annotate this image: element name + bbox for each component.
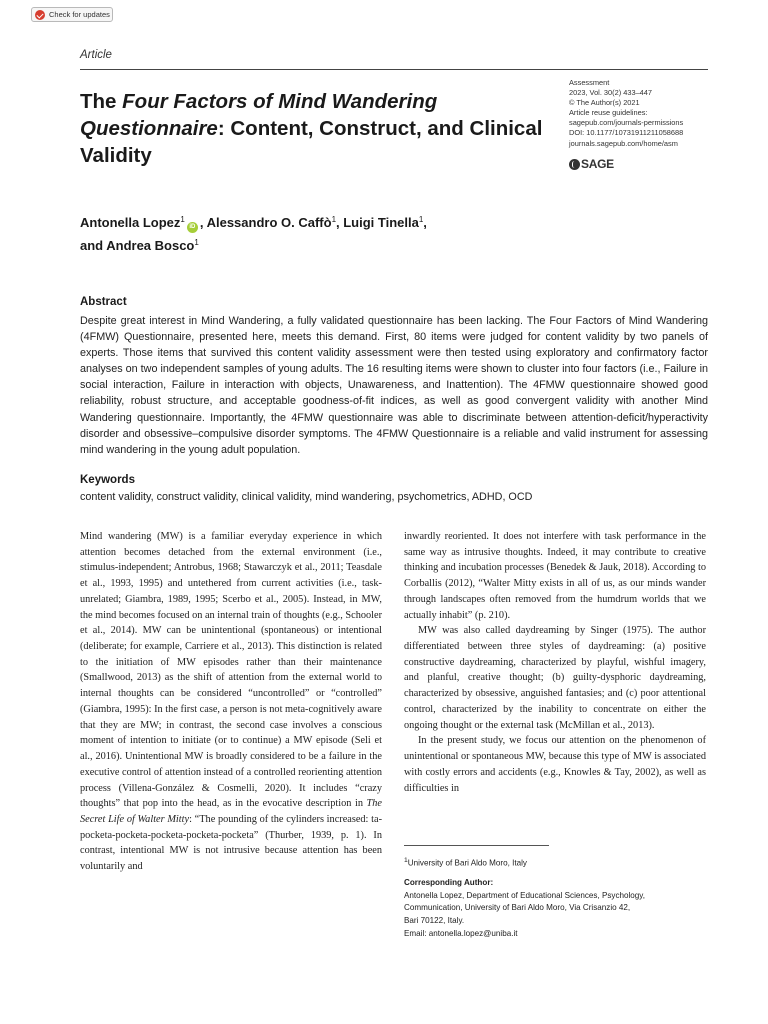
- cited-title: The Secret Life of Walter Mitty: [80, 798, 382, 825]
- footnotes: [404, 855, 708, 940]
- author-1-affiliation: 1: [180, 215, 185, 224]
- corresponding-author-line: Antonella Lopez, Department of Educational Sciences, Psychology,: [404, 890, 646, 900]
- author-1: Antonella Lopez: [80, 215, 181, 230]
- corresponding-author-line: Communication, University of Bari Aldo Moro, Via Crisanzio 42,: [404, 903, 631, 913]
- body-column-right: [404, 529, 706, 796]
- author-3: , Luigi Tinella: [336, 215, 419, 230]
- keywords-text: content validity, construct validity, clinical validity, mind wandering, psychometrics, ADHD, OCD: [80, 491, 533, 503]
- article-title: [80, 88, 550, 169]
- corresponding-author-email[interactable]: Email: antonella.lopez@uniba.it: [404, 928, 518, 938]
- author-separator: ,: [423, 215, 427, 230]
- author-4: and Andrea Bosco: [80, 238, 195, 253]
- copyright: © The Author(s) 2021: [569, 98, 640, 108]
- body-paragraph: inwardly reoriented. It does not interfere with task performance in the same way as intrusive thoughts. Indeed, it may contribute to creative thinking and incubation processes (Benedek & Jauk, 2018). According to Corballis (2012), “Walter Mitty exists in all of us, as our minds wander through landscapes often removed from the humdrum worlds that we actually inhabit” (p. 210).: [404, 531, 706, 621]
- journal-volume: 2023, Vol. 30(2) 433–447: [569, 88, 653, 98]
- title-part-1: The: [80, 90, 123, 113]
- journal-home-link[interactable]: journals.sagepub.com/home/asm: [569, 138, 678, 148]
- check-for-updates-icon: [35, 10, 45, 20]
- sage-logo: [569, 157, 614, 171]
- body-paragraph: [80, 529, 382, 875]
- check-for-updates-badge[interactable]: [31, 7, 113, 22]
- body-paragraph: In the present study, we focus our attention on the phenomenon of unintentional or spontaneous MW, because this type of MW is associated with costly errors and accidents (e.g., Knowles & Tay, 2002), as well as difficulties in: [404, 735, 706, 794]
- article-type-label: Article: [80, 49, 112, 61]
- author-3-affiliation: 1: [418, 215, 424, 224]
- check-for-updates-label: Check for updates: [49, 10, 110, 19]
- orcid-icon[interactable]: iD: [187, 222, 198, 233]
- affiliation-text: University of Bari Aldo Moro, Italy: [407, 858, 527, 868]
- header-rule: [80, 69, 708, 70]
- journal-name: Assessment: [569, 78, 610, 87]
- title-italic: Four Factors of Mind Wandering Questionnaire: [80, 90, 438, 140]
- author-list: [80, 210, 580, 256]
- affiliation-marker: 1: [404, 857, 408, 864]
- abstract-heading: Abstract: [80, 296, 127, 308]
- permissions-link[interactable]: sagepub.com/journals-permissions: [569, 118, 684, 128]
- corresponding-author-heading: Corresponding Author:: [404, 878, 494, 888]
- affiliation-footnote: [404, 855, 708, 870]
- author-2: , Alessandro O. Caffò: [199, 215, 332, 230]
- sage-logo-text: SAGE: [581, 157, 614, 171]
- body-column-left: [80, 529, 382, 875]
- body-text: Mind wandering (MW) is a familiar everyday experience in which attention becomes detached from the external environment (i.e., stimulus-independent; Antrobus, 1968; Stawarczyk et al., 2011; Teasdale et al., 1993, 1995) and untethered from current activities (i.e., task-unrelated; Giambra, 1989, 1995; Scerbo et al., 2005). Instead, in MW, the mind becomes focused on an internal train of thoughts (e.g., Schooler et al., 2014). MW can be unintentional (spontaneous) or intentional (deliberate; for example, Carriere et al., 2013). This distinction is related to the initiation of MW episodes rather than their maintenance (Smallwood, 2013) as the shift of attention from the external world to internal thoughts can be considered “uncontrolled” or “controlled” (Giambra, 1995): In the first case, a person is not meta-cognitively aware that they are MW; in contrast, the second case involves a conscious moment of intention to initiate (or to continue) a MW episode (Seli et al., 2016). Unintentional MW is broadly considered to be a failure in the executive control of attention instead of a controlled reorienting attention process (Villena-González & Cosmelli, 2020). It includes “crazy thoughts” that pop into the head, as in the evocative description in: [80, 531, 382, 810]
- journal-meta: [569, 78, 719, 149]
- sage-logo-icon: [569, 159, 580, 170]
- body-text-continued: : “The pounding of the cylinders increased: ta-pocketa-pocketa-pocketa-pocketa-pocketa” (Thurber, 1939, p. 1). In contrast, intentional MW is not intrusive because attention has been voluntarily and: [80, 813, 383, 873]
- author-2-affiliation: 1: [331, 215, 337, 224]
- abstract-text: Despite great interest in Mind Wandering, a fully validated questionnaire has been lacking. The Four Factors of Mind Wandering (4FMW) Questionnaire, presented here, meets this demand. First, 80 items were judged for content validity by two panels of experts. Those items that survived this content validity assessment were then tested using exploratory and confirmatory factor analyses on two independent samples of young adults. The 16 resulting items were shown to cluster into four factors (i.e., Failure in social interaction, Failure in interaction with objects, Unawareness, and Inattention). The 4FMW questionnaire showed good reliability, robust structure, and acceptable goodness-of-fit indices, as well as good convergent validity with another Mind Wandering questionnaire. Importantly, the 4FMW questionnaire was able to discriminate between attention-deficit/hyperactivity disorder and obsessive–compulsive disorder symptoms. The 4FMW Questionnaire is a reliable and valid instrument for assessing mind wandering in the young adult population.: [80, 315, 708, 456]
- footnote-rule: [404, 845, 549, 846]
- corresponding-author-line: Bari 70122, Italy.: [404, 916, 465, 926]
- doi-link[interactable]: DOI: 10.1177/10731911211058688: [569, 128, 684, 138]
- body-paragraph: MW was also called daydreaming by Singer (1975). The author differentiated between three styles of daydreaming: (a) positive constructive daydreaming, characterized by playful, wishful imagery, and planful, creative thought; (b) guilty-dysphoric daydreaming, characterized by obsessive, anguished fantasies; and (c) poor attentional control, characterized by the inability to concentrate on either the ongoing thought or the external task (McMillan et al., 2013).: [404, 625, 706, 731]
- author-4-affiliation: 1: [194, 238, 199, 247]
- title-part-3: : Content, Construct, and Clinical Validity: [80, 117, 543, 167]
- keywords-heading: Keywords: [80, 474, 135, 486]
- reuse-guidelines-label: Article reuse guidelines:: [569, 108, 648, 118]
